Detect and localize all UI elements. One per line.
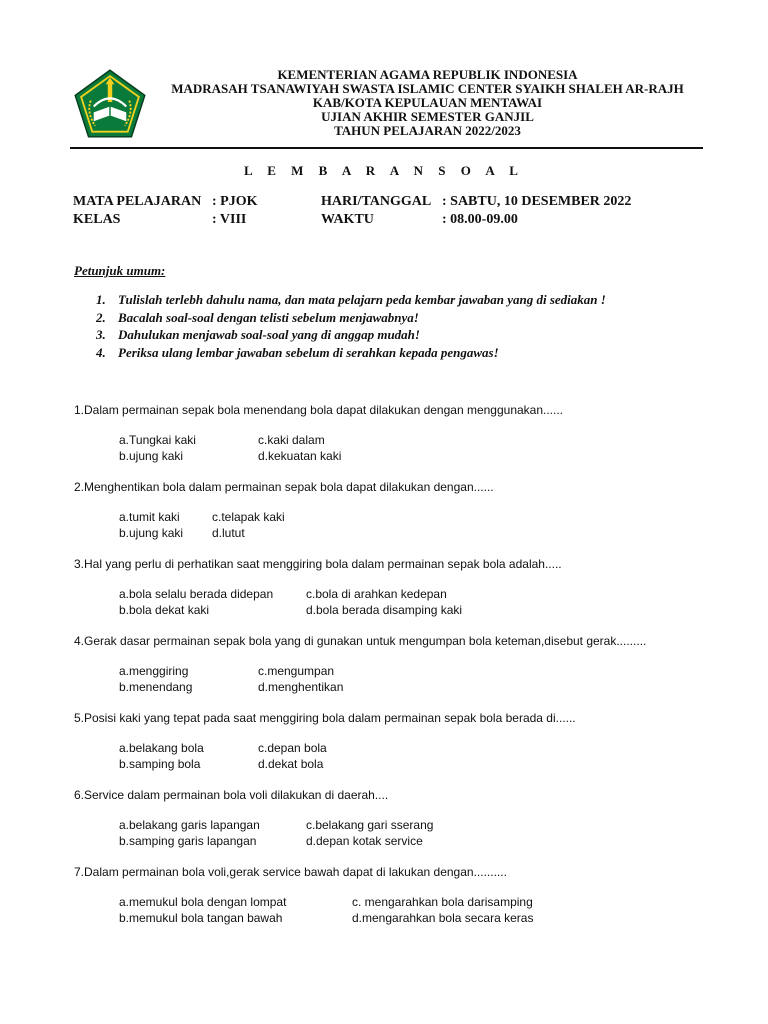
instruction-number: 2. [96,309,106,325]
q3-option-b: b.bola dekat kaki [119,603,210,617]
q2-option-c: c.telapak kaki [212,510,285,524]
q4-option-d: d.menghentikan [258,680,344,694]
date-value: : SABTU, 10 DESEMBER 2022 [442,194,632,209]
q7-option-a: a.memukul bola dengan lompat [119,895,287,909]
q3-option-a: a.bola selalu berada didepan [119,587,274,601]
q1-option-c: c.kaki dalam [258,433,325,447]
q7-option-b: b.memukul bola tangan bawah [119,911,283,925]
instruction-number: 1. [96,292,106,307]
instruction-text: Bacalah soal-soal dengan telisti sebelum menjawabnya! [118,309,419,325]
q3-option-d: d.bola berada disamping kaki [306,603,463,617]
instruction-text: Tulislah terlebh dahulu nama, dan mata pelajarn peda kembar jawaban yang di sediakan ! [118,292,606,307]
instructions-title: Petunjuk umum: [74,263,166,278]
q5-option-d: d.dekat bola [258,757,324,771]
q6-option-b: b.samping garis lapangan [119,834,257,848]
letterhead-divider [70,147,703,149]
q4-option-c: c.mengumpan [258,664,335,678]
instruction-number: 4. [96,344,106,360]
q6-option-a: a.belakang garis lapangan [119,818,260,832]
q1-option-a: a.Tungkai kaki [119,433,196,447]
regency-name: KAB/KOTA KEPULAUAN MENTAWAI [312,95,543,110]
q5-option-a: a.belakang bola [119,741,204,755]
q6-option-c: c.belakang gari sserang [306,818,434,832]
q4-option-a: a.menggiring [119,664,189,678]
question-2: 2.Menghentikan bola dalam permainan sepak bola dapat dilakukan dengan...... [74,480,494,494]
q5-option-b: b.samping bola [119,757,201,771]
time-value: : 08.00-09.00 [442,212,518,227]
instruction-number: 3. [96,327,106,342]
date-label: HARI/TANGGAL [321,194,432,209]
q2-option-d: d.lutut [212,526,245,540]
class-label: KELAS [73,212,121,227]
class-value: : VIII [212,212,247,227]
kementerian-agama-logo-icon [73,68,147,142]
q6-option-d: d.depan kotak service [306,834,423,848]
academic-year: TAHUN PELAJARAN 2022/2023 [334,123,521,138]
q3-option-c: c.bola di arahkan kedepan [306,587,447,601]
instruction-item [96,291,606,309]
question-4: 4.Gerak dasar permainan sepak bola yang di gunakan untuk mengumpan bola keteman,disebut gerak......... [74,634,647,648]
exam-name: UJIAN AKHIR SEMESTER GANJIL [321,109,534,124]
time-label: WAKTU [321,212,374,227]
page-title: L E M B A R A N S O A L [244,163,524,178]
instructions-list [96,291,606,361]
q2-option-b: b.ujung kaki [119,526,184,540]
q4-option-b: b.menendang [119,680,193,694]
instruction-text: Periksa ulang lembar jawaban sebelum di serahkan kepada pengawas! [118,344,499,360]
q7-option-c: c. mengarahkan bola darisamping [352,895,533,909]
subject-label: MATA PELAJARAN [73,194,202,209]
question-7: 7.Dalam permainan bola voli,gerak service bawah dapat di lakukan dengan.......... [74,865,507,879]
question-6: 6.Service dalam permainan bola voli dilakukan di daerah.... [74,788,389,802]
question-3: 3.Hal yang perlu di perhatikan saat menggiring bola dalam permainan sepak bola adalah..... [74,557,562,571]
q5-option-c: c.depan bola [258,741,327,755]
q2-option-a: a.tumit kaki [119,510,180,524]
instruction-item [96,326,606,344]
question-5: 5.Posisi kaki yang tepat pada saat menggiring bola dalam permainan sepak bola berada di...... [74,711,576,725]
q1-option-d: d.kekuatan kaki [258,449,342,463]
letterhead [150,68,705,138]
q7-option-d: d.mengarahkan bola secara keras [352,911,534,925]
ministry-name: KEMENTERIAN AGAMA REPUBLIK INDONESIA [277,67,578,82]
q1-option-b: b.ujung kaki [119,449,184,463]
school-name: MADRASAH TSANAWIYAH SWASTA ISLAMIC CENTER SYAIKH SHALEH AR-RAJH [171,81,684,96]
subject-value: : PJOK [212,194,258,209]
instruction-text: Dahulukan menjawab soal-soal yang di anggap mudah! [118,327,420,342]
instruction-item [96,344,606,362]
question-1: 1.Dalam permainan sepak bola menendang bola dapat dilakukan dengan menggunakan...... [74,403,564,417]
instruction-item [96,309,606,327]
